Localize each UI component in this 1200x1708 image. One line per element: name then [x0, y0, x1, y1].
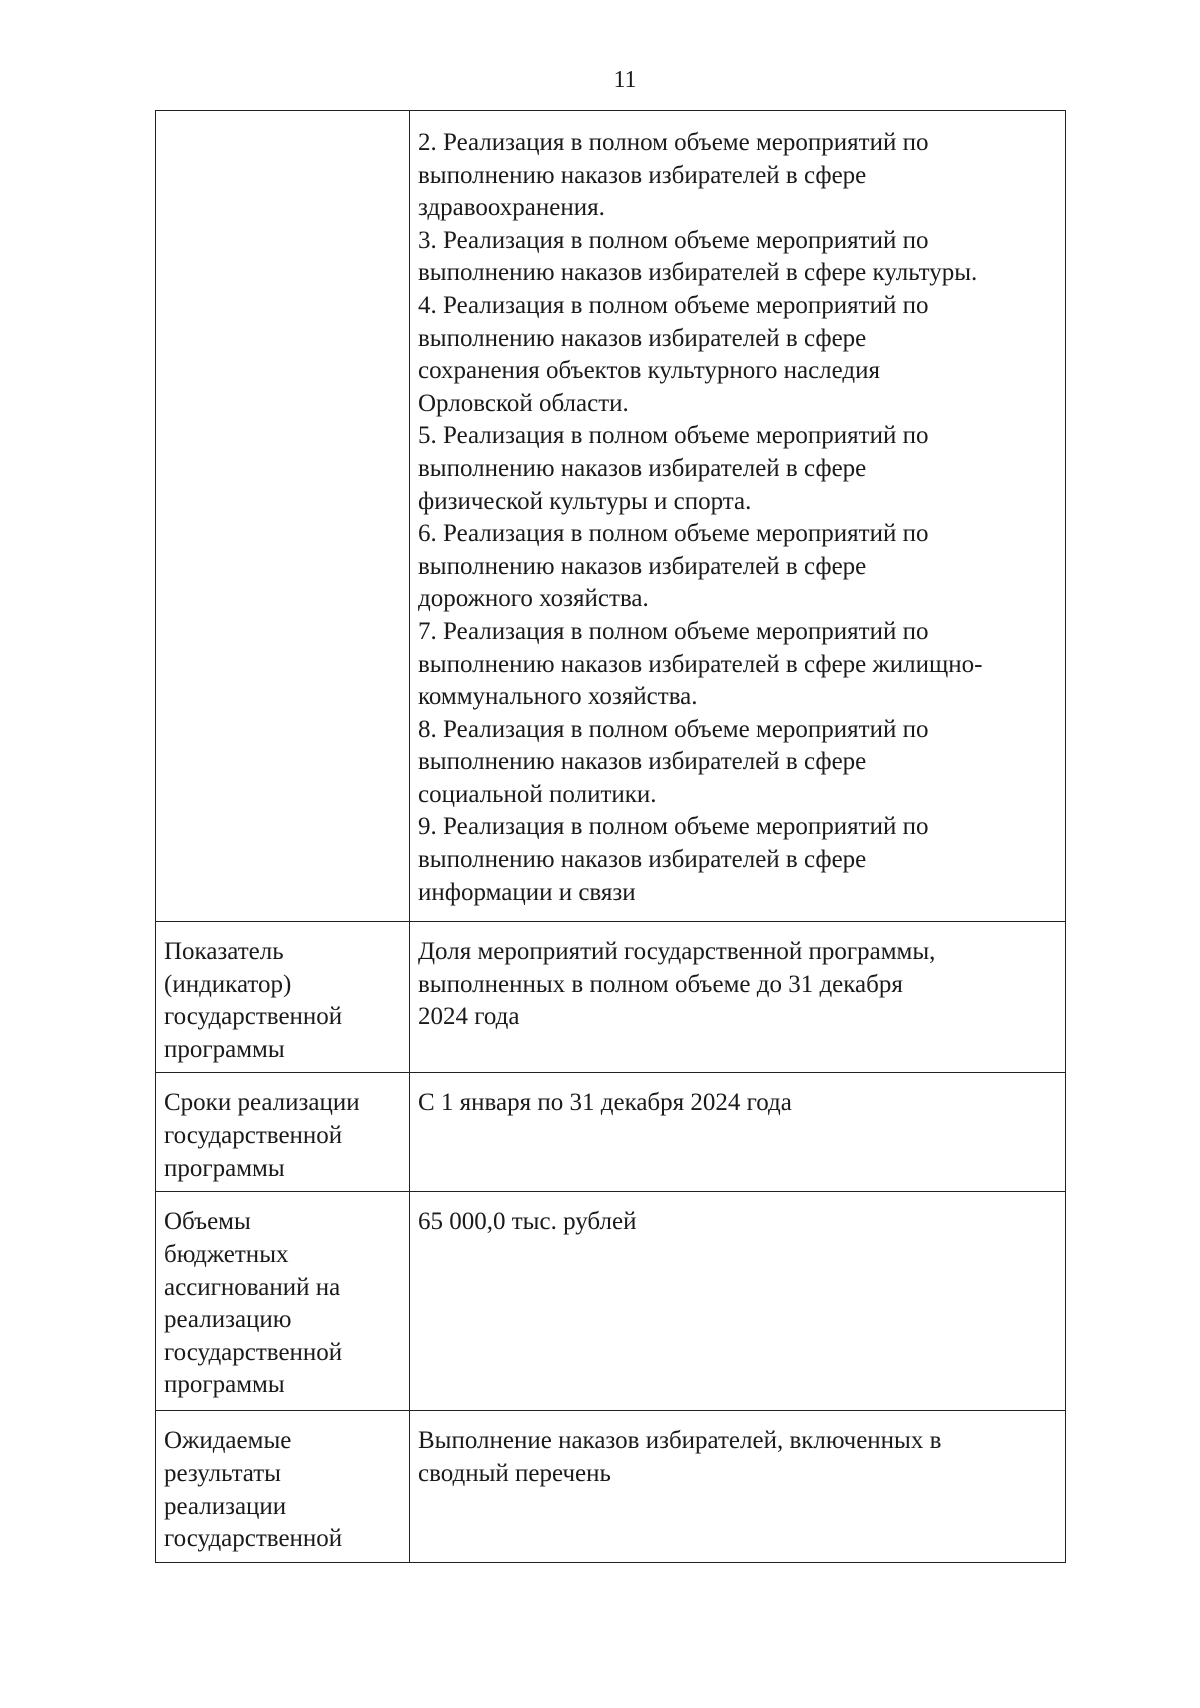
row-value: 65 000,0 тыс. рублей [418, 1208, 637, 1236]
list-item: 8. Реализация в полном объеме мероприятий по выполнению наказов избирателей в сфере социальной политики. [418, 715, 929, 808]
table-row-objectives [156, 111, 1066, 922]
row-value: Выполнение наказов избирателей, включенных в сводный перечень [418, 1427, 942, 1487]
list-item: 7. Реализация в полном объеме мероприятий по выполнению наказов избирателей в сфере жилищно- коммунального хозяйства. [418, 617, 983, 711]
list-item: 9. Реализация в полном объеме мероприятий по выполнению наказов избирателей в сфере информации и связи [418, 813, 929, 906]
label-cell [156, 1192, 410, 1411]
table-row-timeline [156, 1073, 1066, 1192]
table-row-indicator [156, 922, 1066, 1073]
label-cell [156, 922, 410, 1073]
value-cell-objectives [410, 111, 1066, 922]
list-item: 4. Реализация в полном объеме мероприятий по выполнению наказов избирателей в сфере сохранения объектов культурного наследия Орловской области. [418, 291, 929, 417]
row-label: Объемы бюджетных ассигнований на реализацию государственной программы [164, 1208, 343, 1399]
value-cell [410, 1192, 1066, 1411]
label-cell-empty [156, 111, 410, 922]
value-cell [410, 1411, 1066, 1562]
table-row-expected-results [156, 1411, 1066, 1562]
label-cell [156, 1411, 410, 1562]
row-label: Сроки реализации государственной программы [164, 1089, 360, 1182]
list-item: 3. Реализация в полном объеме мероприятий по выполнению наказов избирателей в сфере культуры. [418, 226, 978, 287]
row-value: С 1 января по 31 декабря 2024 года [418, 1089, 792, 1117]
list-item: 2. Реализация в полном объеме мероприятий по выполнению наказов избирателей в сфере здравоохранения. [418, 129, 929, 222]
row-value: Доля мероприятий государственной программы, выполненных в полном объеме до 31 декабря 2024 года [418, 938, 936, 1031]
table-row-budget [156, 1192, 1066, 1411]
value-cell [410, 1073, 1066, 1192]
list-item: 6. Реализация в полном объеме мероприятий по выполнению наказов избирателей в сфере дорожного хозяйства. [418, 520, 929, 613]
page-number: 11 [613, 67, 637, 93]
label-cell [156, 1073, 410, 1192]
list-item: 5. Реализация в полном объеме мероприятий по выполнению наказов избирателей в сфере физической культуры и спорта. [418, 422, 929, 515]
objectives-list [418, 127, 1057, 909]
program-passport-table [155, 110, 1066, 1563]
row-label: Ожидаемые результаты реализации государственной [164, 1427, 343, 1553]
row-label: Показатель (индикатор) государственной программы [164, 938, 343, 1063]
value-cell [410, 922, 1066, 1073]
